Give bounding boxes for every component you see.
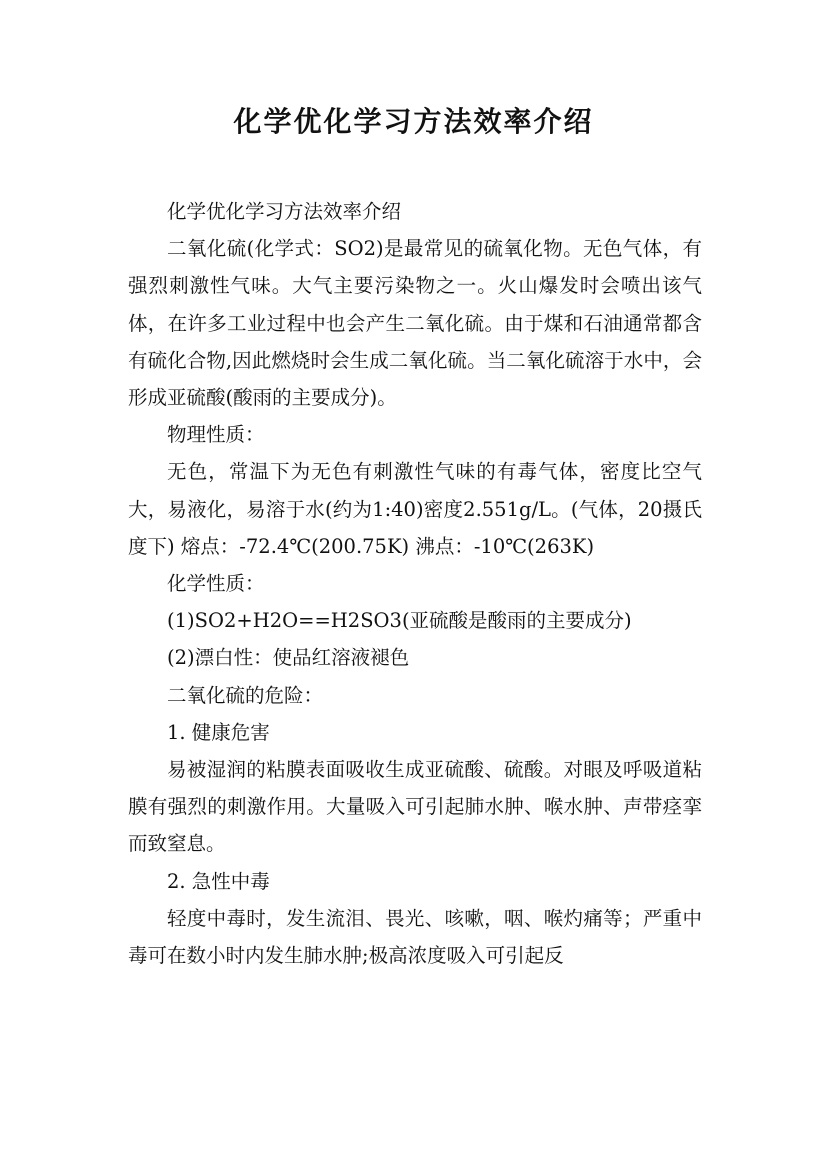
paragraph-subtitle: 化学优化学习方法效率介绍: [167, 200, 402, 223]
heading-health-hazard: 1. 健康危害: [167, 720, 270, 744]
document-title: 化学优化学习方法效率介绍: [233, 105, 594, 138]
paragraph-bleaching: (2)漂白性：使品红溶液褪色: [167, 646, 410, 670]
paragraph-chemical-reaction: (1)SO2+H2O==H2SO3(亚硫酸是酸雨的主要成分): [167, 609, 632, 633]
paragraph-so2-intro: 二氧化硫(化学式：SO2)是最常见的硫氧化物。无色气体，有强烈刺激性气味。大气主要污染物之一。火山爆发时会喷出该气体，在许多工业过程中也会产生二氧化硫。由于煤和石油通常都含有硫化合物,因此燃烧时会生成二氧化硫。当二氧化硫溶于水中，会形成亚硫酸(酸雨的主要成分)。: [128, 237, 702, 410]
heading-acute-poisoning: 2. 急性中毒: [167, 869, 270, 893]
heading-physical-properties: 物理性质：: [167, 423, 265, 447]
paragraph-health-hazard: 易被湿润的粘膜表面吸收生成亚硫酸、硫酸。对眼及呼吸道粘膜有强烈的刺激作用。大量吸入可引起肺水肿、喉水肿、声带痉挛而致窒息。: [128, 758, 702, 856]
paragraph-physical-properties: 无色，常温下为无色有刺激性气味的有毒气体，密度比空气大，易液化，易溶于水(约为1:40)密度2.551g/L。(气体，20摄氏度下) 熔点：-72.4℃(200.75K) 沸点：-10℃(263K): [128, 460, 702, 558]
heading-chemical-properties: 化学性质：: [167, 572, 265, 596]
document-body: [128, 193, 702, 974]
heading-dangers: 二氧化硫的危险：: [167, 683, 324, 707]
paragraph-acute-poisoning: 轻度中毒时，发生流泪、畏光、咳嗽，咽、喉灼痛等；严重中毒可在数小时内发生肺水肿;极高浓度吸入可引起反: [128, 906, 702, 968]
